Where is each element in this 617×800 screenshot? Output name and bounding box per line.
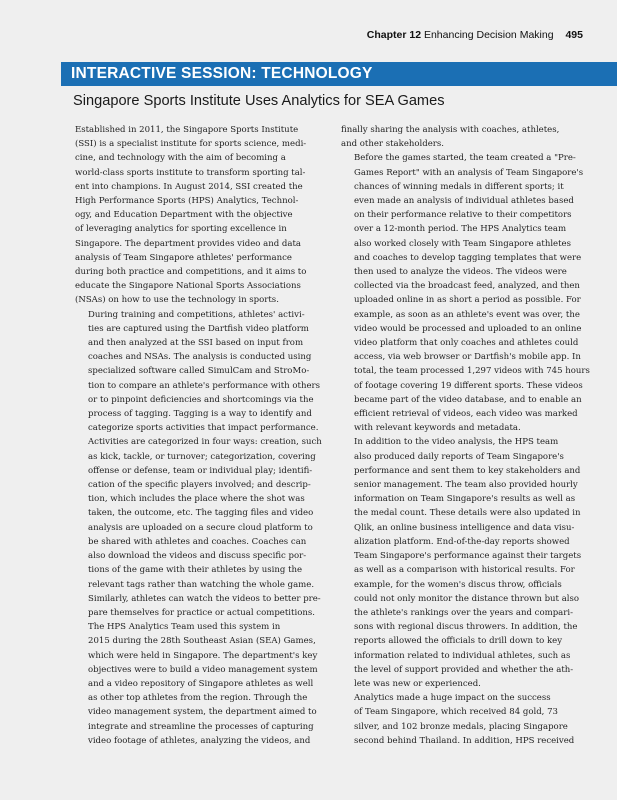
- text-line: tion to compare an athlete's performance with others: [88, 380, 320, 391]
- text-line: analysis are uploaded on a secure cloud platform to: [88, 522, 313, 533]
- text-line: specialized software called SimulCam and StroMo-: [88, 366, 310, 377]
- text-line: then used to analyze the videos. The videos were: [354, 267, 567, 278]
- text-line: second behind Thailand. In addition, HPS received: [354, 735, 575, 746]
- text-line: pare themselves for practice or actual competitions.: [88, 607, 315, 618]
- text-line: In addition to the video analysis, the HPS team: [354, 437, 559, 448]
- session-banner-label: INTERACTIVE SESSION: TECHNOLOGY: [71, 65, 373, 82]
- text-line: and a video repository of Singapore athletes as well: [88, 678, 314, 689]
- text-line: example, as soon as an athlete's event was over, the: [354, 309, 580, 320]
- text-line: example, for the women's discus throw, officials: [354, 579, 562, 590]
- text-line: process of tagging. Tagging is a way to identify and: [88, 409, 312, 420]
- body-paragraph: [341, 123, 585, 151]
- text-line: 2015 during the 28th Southeast Asian (SEA) Games,: [88, 636, 316, 647]
- text-line: reports allowed the officials to drill down to key: [354, 636, 563, 647]
- text-line: chances of winning medals in different sports; it: [354, 181, 564, 192]
- text-line: of leveraging analytics for sporting excellence in: [75, 224, 287, 235]
- text-line: Similarly, athletes can watch the videos to better pre-: [88, 593, 321, 604]
- text-line: The HPS Analytics Team used this system in: [88, 622, 281, 633]
- text-line: the athlete's rankings over the years and compari-: [354, 607, 573, 618]
- text-line: silver, and 102 bronze medals, placing Singapore: [354, 721, 568, 732]
- text-line: information on Team Singapore's results as well as: [354, 494, 576, 505]
- text-line: as other top athletes from the region. Through the: [88, 693, 308, 704]
- text-line: integrate and streamline the processes of capturing: [88, 721, 314, 732]
- body-paragraph: [75, 123, 319, 308]
- body-paragraph: [341, 435, 585, 691]
- text-line: efficient retrieval of videos, each video was marked: [354, 409, 578, 420]
- text-line: ent into champions. In August 2014, SSI created the: [75, 181, 303, 192]
- text-line: uploaded online in as short a period as possible. For: [354, 295, 581, 306]
- text-line: Before the games started, the team created a "Pre-: [354, 153, 576, 164]
- text-line: (NSAs) on how to use the technology in sports.: [75, 295, 279, 306]
- text-line: video footage of athletes, analyzing the videos, and: [88, 735, 311, 746]
- text-line: access, via web browser or Dartfish's mobile app. In: [354, 352, 581, 363]
- text-line: Games Report" with an analysis of Team Singapore's: [354, 167, 584, 178]
- text-line: performance and sent them to key stakeholders and: [354, 465, 581, 476]
- text-line: ties are captured using the Dartfish video platform: [88, 323, 309, 334]
- text-line: and then analyzed at the SSI based on input from: [88, 338, 304, 349]
- text-line: Singapore. The department provides video and data: [75, 238, 302, 249]
- text-line: analysis of Team Singapore athletes' performance: [75, 252, 292, 263]
- body-paragraph: [75, 620, 319, 748]
- text-line: offense or defense, team or individual play; identifi-: [88, 465, 313, 476]
- text-line: of Team Singapore, which received 84 gold, 73: [354, 707, 558, 718]
- text-line: cation of the specific players involved; and descrip-: [88, 480, 311, 491]
- text-line: video would be processed and uploaded to an online: [354, 323, 582, 334]
- text-line: cine, and technology with the aim of becoming a: [75, 153, 286, 164]
- text-line: also produced daily reports of Team Singapore's: [354, 451, 564, 462]
- text-line: over a 12-month period. The HPS Analytics team: [354, 224, 567, 235]
- text-line: During training and competitions, athletes' activi-: [88, 309, 305, 320]
- right-column: [341, 123, 590, 748]
- text-line: could not only monitor the distance thrown but also: [354, 593, 580, 604]
- text-line: collected via the broadcast feed, analyzed, and then: [354, 281, 580, 292]
- page-number: 495: [565, 29, 583, 41]
- text-line: relevant tags rather than watching the whole game.: [88, 579, 315, 590]
- text-line: became part of the video database, and to enable an: [354, 394, 582, 405]
- body-paragraph: [341, 691, 585, 748]
- text-line: also worked closely with Team Singapore athletes: [354, 238, 571, 249]
- text-line: senior management. The team also provided hourly: [354, 480, 578, 491]
- text-line: during both practice and competitions, and it aims to: [75, 267, 307, 278]
- text-line: of footage covering 19 different sports. These videos: [354, 380, 583, 391]
- text-line: as kick, tackle, or turnover; categorization, covering: [88, 451, 316, 462]
- chapter-number: Chapter 12: [366, 29, 422, 41]
- chapter-title: Enhancing Decision Making: [423, 29, 554, 41]
- text-line: Qlik, an online business intelligence and data visu-: [354, 522, 575, 533]
- text-line: information related to individual athletes, such as: [354, 650, 571, 661]
- running-header: [367, 29, 583, 41]
- article-title: Singapore Sports Institute Uses Analytics for SEA Games: [73, 93, 445, 109]
- text-line: world-class sports institute to transform sporting tal-: [75, 167, 306, 178]
- text-line: even made an analysis of individual athletes based: [354, 196, 574, 207]
- text-line: educate the Singapore National Sports Associations: [75, 281, 301, 292]
- text-line: video platform that only coaches and athletes could: [354, 338, 579, 349]
- text-line: Analytics made a huge impact on the success: [354, 693, 551, 704]
- text-line: or to pinpoint deficiencies and shortcomings via the: [88, 394, 314, 405]
- body-paragraph: [341, 151, 590, 435]
- text-line: tion, which includes the place where the shot was: [88, 494, 305, 505]
- text-line: categorize sports activities that impact performance.: [88, 423, 319, 434]
- text-line: alization platform. End-of-the-day reports showed: [354, 536, 570, 547]
- text-line: ogy, and Education Department with the objective: [75, 210, 293, 221]
- body-paragraph: [75, 308, 322, 620]
- text-line: also download the videos and discuss specific por-: [88, 551, 307, 562]
- text-line: Team Singapore's performance against their targets: [354, 551, 582, 562]
- text-line: lete was new or experienced.: [354, 678, 481, 689]
- text-line: the level of support provided and whether the ath-: [354, 664, 574, 675]
- text-line: on their performance relative to their competitors: [354, 210, 572, 221]
- left-column: [75, 123, 322, 748]
- text-line: tions of the game with their athletes by using the: [88, 565, 303, 576]
- text-line: the medal count. These details were also updated in: [354, 508, 581, 519]
- text-line: sons with regional discus throwers. In addition, the: [354, 622, 578, 633]
- text-line: and other stakeholders.: [341, 139, 444, 150]
- text-line: which were held in Singapore. The department's key: [88, 650, 318, 661]
- text-line: Established in 2011, the Singapore Sports Institute: [75, 125, 299, 135]
- text-line: coaches and NSAs. The analysis is conducted using: [88, 352, 312, 363]
- text-line: with relevant keywords and metadata.: [354, 423, 521, 434]
- text-line: Activities are categorized in four ways: creation, such: [88, 437, 322, 448]
- text-line: be shared with athletes and coaches. Coaches can: [88, 536, 307, 547]
- text-line: finally sharing the analysis with coaches, athletes,: [341, 125, 560, 135]
- text-line: total, the team processed 1,297 videos with 745 hours: [354, 366, 590, 377]
- text-line: objectives were to build a video management system: [88, 664, 318, 675]
- session-banner: [61, 62, 617, 86]
- text-line: as well as a comparison with historical results. For: [354, 565, 575, 576]
- text-line: taken, the outcome, etc. The tagging files and video: [88, 508, 314, 519]
- text-line: High Performance Sports (HPS) Analytics, Technol-: [75, 196, 299, 207]
- text-line: video management system, the department aimed to: [88, 707, 317, 718]
- text-line: and coaches to develop tagging templates that were: [354, 252, 582, 263]
- text-line: (SSI) is a specialist institute for sports science, medi-: [75, 139, 307, 150]
